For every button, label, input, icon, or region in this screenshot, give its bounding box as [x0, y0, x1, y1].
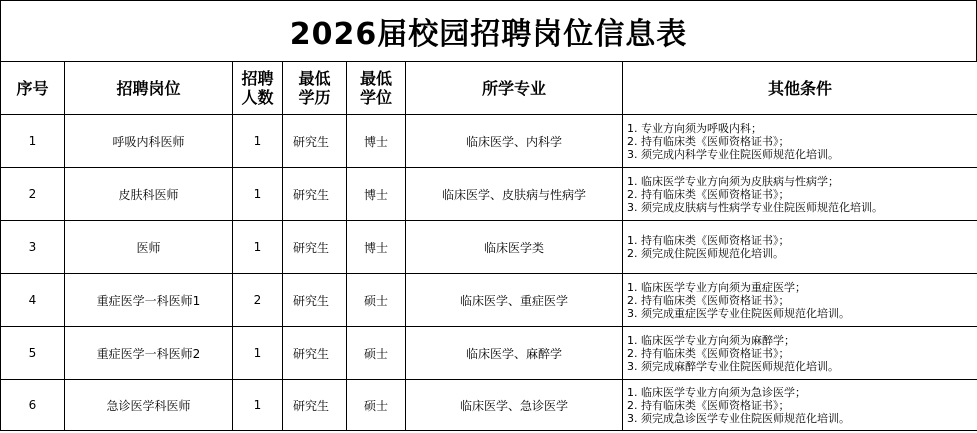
cell-conditions	[623, 221, 977, 274]
condition-line: 3. 须完成皮肤病与性病学专业住院医师规范化培训。	[627, 200, 883, 214]
header-count: 招聘人数	[233, 62, 283, 115]
cell-edu: 研究生	[283, 115, 347, 168]
cell-seq: 3	[1, 221, 65, 274]
cell-seq: 1	[1, 115, 65, 168]
condition-line: 1. 临床医学专业方向须为皮肤病与性病学；	[627, 174, 839, 188]
cell-degree: 博士	[347, 221, 406, 274]
page-title: 2026届校园招聘岗位信息表	[0, 0, 977, 62]
cell-count: 1	[233, 168, 283, 221]
cell-edu: 研究生	[283, 168, 347, 221]
table-row	[1, 221, 977, 274]
cell-major: 临床医学类	[406, 221, 623, 274]
cell-count: 1	[233, 221, 283, 274]
condition-line: 2. 持有临床类《医师资格证书》；	[627, 398, 790, 412]
cell-post: 呼吸内科医师	[65, 115, 233, 168]
cell-conditions	[623, 168, 977, 221]
table-row	[1, 380, 977, 431]
cell-conditions	[623, 327, 977, 380]
cell-degree: 硕士	[347, 380, 406, 431]
condition-line: 2. 持有临床类《医师资格证书》；	[627, 293, 790, 307]
cell-edu: 研究生	[283, 221, 347, 274]
cell-seq: 4	[1, 274, 65, 327]
condition-line: 1. 专业方向须为呼吸内科；	[627, 121, 762, 135]
cell-edu: 研究生	[283, 327, 347, 380]
cell-count: 2	[233, 274, 283, 327]
condition-line: 3. 须完成麻醉学专业住院医师规范化培训。	[627, 359, 839, 373]
cell-conditions	[623, 115, 977, 168]
condition-line: 1. 临床医学专业方向须为麻醉学；	[627, 333, 795, 347]
cell-major: 临床医学、内科学	[406, 115, 623, 168]
cell-edu: 研究生	[283, 380, 347, 431]
header-degree: 最低学位	[347, 62, 406, 115]
cell-seq: 5	[1, 327, 65, 380]
cell-major: 临床医学、重症医学	[406, 274, 623, 327]
cell-major: 临床医学、皮肤病与性病学	[406, 168, 623, 221]
cell-degree: 博士	[347, 168, 406, 221]
condition-line: 1. 临床医学专业方向须为重症医学；	[627, 280, 806, 294]
header-post: 招聘岗位	[65, 62, 233, 115]
condition-line: 3. 须完成内科学专业住院医师规范化培训。	[627, 147, 839, 161]
condition-line: 3. 须完成重症医学专业住院医师规范化培训。	[627, 306, 850, 320]
cell-seq: 6	[1, 380, 65, 431]
cell-count: 1	[233, 380, 283, 431]
cell-conditions	[623, 380, 977, 431]
cell-post: 重症医学一科医师2	[65, 327, 233, 380]
cell-count: 1	[233, 327, 283, 380]
cell-conditions	[623, 274, 977, 327]
cell-edu: 研究生	[283, 274, 347, 327]
table-row	[1, 168, 977, 221]
header-other: 其他条件	[623, 62, 977, 115]
condition-line: 2. 持有临床类《医师资格证书》；	[627, 134, 790, 148]
table-row	[1, 327, 977, 380]
table-row	[1, 115, 977, 168]
cell-degree: 博士	[347, 115, 406, 168]
cell-degree: 硕士	[347, 327, 406, 380]
cell-post: 医师	[65, 221, 233, 274]
cell-post: 重症医学一科医师1	[65, 274, 233, 327]
condition-line: 2. 持有临床类《医师资格证书》；	[627, 346, 790, 360]
condition-line: 1. 临床医学专业方向须为急诊医学；	[627, 385, 806, 399]
job-table	[0, 61, 977, 431]
cell-seq: 2	[1, 168, 65, 221]
cell-post: 急诊医学科医师	[65, 380, 233, 431]
cell-degree: 硕士	[347, 274, 406, 327]
cell-major: 临床医学、麻醉学	[406, 327, 623, 380]
condition-line: 2. 须完成住院医师规范化培训。	[627, 247, 784, 260]
header-seq: 序号	[1, 62, 65, 115]
condition-line: 3. 须完成急诊医学专业住院医师规范化培训。	[627, 411, 850, 425]
header-row	[1, 62, 977, 115]
cell-major: 临床医学、急诊医学	[406, 380, 623, 431]
cell-count: 1	[233, 115, 283, 168]
header-edu: 最低学历	[283, 62, 347, 115]
condition-line: 1. 持有临床类《医师资格证书》；	[627, 234, 790, 247]
cell-post: 皮肤科医师	[65, 168, 233, 221]
table-row	[1, 274, 977, 327]
header-major: 所学专业	[406, 62, 623, 115]
condition-line: 2. 持有临床类《医师资格证书》；	[627, 187, 790, 201]
